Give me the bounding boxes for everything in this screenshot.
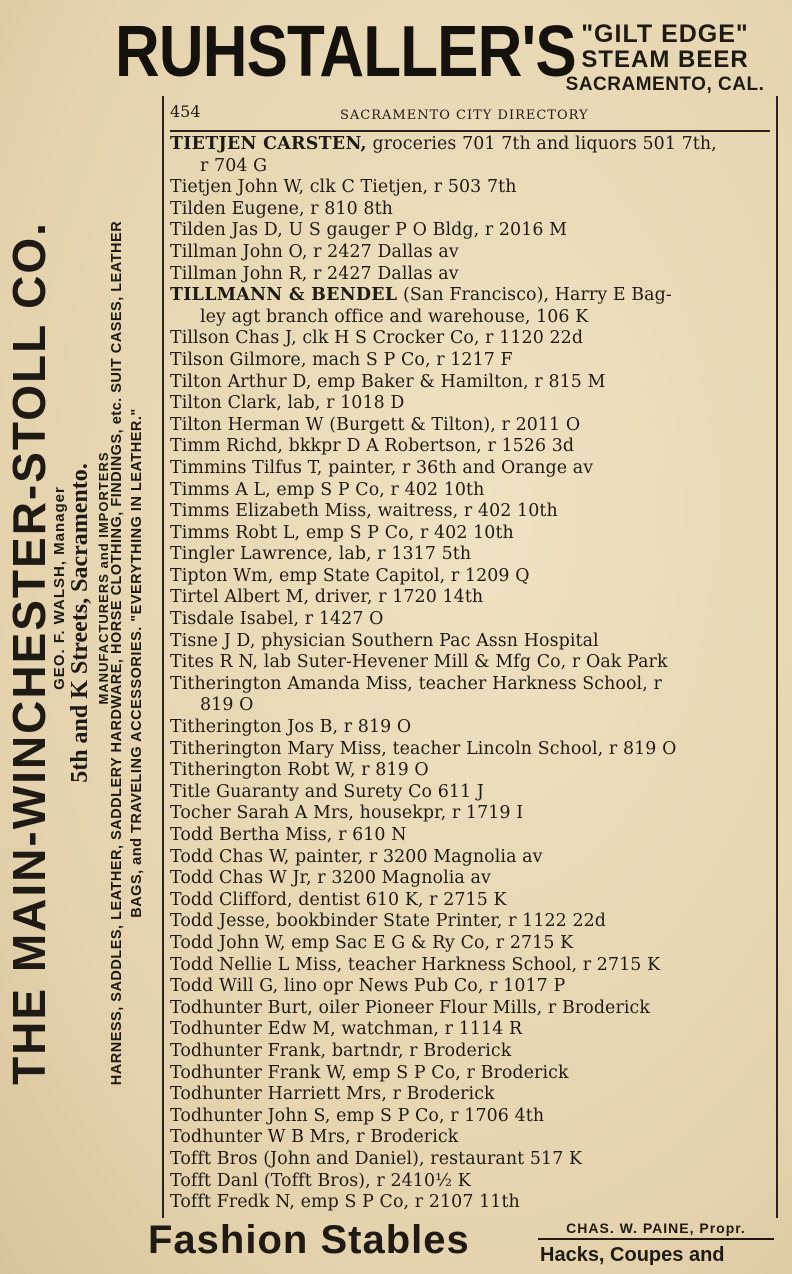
entry-details: mach S P Co, r 1217 F [306, 349, 513, 370]
directory-entry [162, 285, 774, 328]
entry-details: waitress, r 402 10th [371, 501, 558, 522]
entry-details: r 1427 O [299, 609, 384, 630]
directory-entry [162, 911, 774, 933]
entry-details: lab, r 1317 5th [333, 544, 472, 565]
entry-name: TILLMANN & BENDEL [170, 285, 398, 306]
directory-entry [162, 1019, 774, 1041]
directory-entry [162, 242, 774, 264]
entry-name: Tilden Jas D, [170, 220, 283, 241]
entry-name: Todd Chas W Jr, [170, 868, 312, 889]
directory-entry [162, 199, 774, 221]
bottom-advertisement [148, 1218, 778, 1274]
entry-details: lino opr News Pub Co, r 1017 P [278, 976, 566, 997]
entry-name: Timms Elizabeth Miss, [170, 501, 372, 522]
directory-entry [162, 868, 774, 890]
entry-name: Tirtel Albert M, [170, 587, 310, 608]
directory-entry [162, 825, 774, 847]
entry-name: Todd John W, [170, 932, 286, 953]
entry-details: emp State Capitol, r 1209 Q [273, 565, 530, 586]
entry-name: Todd Nellie L Miss, [170, 954, 343, 975]
entry-name: Titherington Amanda Miss, [170, 673, 413, 694]
entry-details: (San Francisco), Harry E Bag- [397, 285, 672, 306]
entry-details: painter, r 36th and Orange av [322, 457, 594, 478]
entry-name: Tofft Danl [170, 1170, 259, 1191]
directory-entry [162, 480, 774, 502]
entry-details: emp Baker & Hamilton, r 815 M [311, 371, 606, 392]
entry-name: Timms A L, [170, 479, 271, 500]
directory-entry [162, 631, 774, 653]
entry-details: dentist 610 K, r 2715 K [292, 889, 507, 910]
directory-entry [162, 1149, 774, 1171]
entry-name: Tilson Gilmore, [170, 349, 307, 370]
entry-name: Todd Will G, [170, 976, 279, 997]
directory-entry [162, 1192, 774, 1214]
top-advertisement [115, 8, 785, 96]
directory-entry [162, 544, 774, 566]
ad-proprietor: CHAS. W. PAINE, Propr. [538, 1220, 774, 1240]
entry-details: physician Southern Pac Assn Hospital [255, 630, 599, 651]
directory-entry [162, 782, 774, 804]
entry-details: r 810 8th [304, 198, 393, 219]
entry-details: (Tofft Bros), r 2410½ K [258, 1170, 471, 1191]
directory-entry [162, 134, 774, 177]
directory-entry [162, 609, 774, 631]
entry-name: Todd Clifford, [170, 889, 293, 910]
directory-entry [162, 739, 774, 761]
entry-name: Tofft Bros [170, 1148, 258, 1169]
entry-name: Tietjen John W, [170, 177, 305, 198]
entry-details: housekpr, r 1719 I [354, 803, 524, 824]
entry-name: Todhunter Burt, [170, 997, 313, 1018]
entry-name: Todd Jesse, [170, 911, 271, 932]
entry-details: driver, r 1720 14th [309, 587, 484, 608]
directory-entry [162, 1171, 774, 1193]
directory-entry [162, 415, 774, 437]
entry-details: emp S P Co, r 402 10th [300, 522, 514, 543]
entry-details: emp S P Co, r Broderick [346, 1062, 569, 1083]
ad-tagline: "GILT EDGE" [581, 20, 749, 48]
directory-entry [162, 587, 774, 609]
entry-name: Timmins Tilfus T, [170, 457, 323, 478]
entry-name: Title Guaranty and Surety Co [170, 781, 433, 802]
entry-details: emp S P Co, r 1706 4th [330, 1105, 545, 1126]
entry-continuation: r 704 G [200, 155, 268, 176]
entry-name: Todhunter Edw M, [170, 1019, 336, 1040]
entry-details: r Broderick [386, 1084, 495, 1105]
header-rule [170, 130, 770, 132]
entry-details: r 819 O [338, 717, 412, 738]
directory-entry [162, 890, 774, 912]
entry-details: teacher Harkness School, r [412, 673, 662, 694]
entry-details: bookbinder State Printer, r 1122 22d [270, 911, 607, 932]
directory-entry [162, 976, 774, 998]
page-number: 454 [170, 102, 201, 121]
entry-details: clk C Tietjen, r 503 7th [304, 177, 517, 198]
entry-details: teacher Harkness School, r 2715 K [342, 954, 661, 975]
entry-name: Todd Chas W, [170, 846, 290, 867]
entry-name: Titherington Robt W, [170, 760, 356, 781]
entry-name: Tillman John R, [170, 263, 308, 284]
ad-services: Hacks, Coupes and [540, 1244, 725, 1266]
ad-goods-line-2: BAGS, and TRAVELING ACCESSORIES. "EVERYTHING IN LEATHER." [129, 408, 145, 918]
entry-details: r Broderick [350, 1127, 459, 1148]
entry-details: emp S P Co, r 2107 11th [295, 1192, 520, 1213]
ad-address: 5th and K Streets, Sacramento. [67, 463, 93, 783]
entry-name: Tites R N, [170, 652, 259, 673]
entry-details: groceries 701 7th and liquors 501 7th, [366, 134, 717, 154]
ad-manager: GEO. F. WALSH, Manager [51, 486, 68, 690]
entry-name: Tisdale Isabel, [170, 609, 300, 630]
entry-name: TIETJEN CARSTEN, [170, 134, 367, 154]
entry-name: Timm Richd, [170, 436, 284, 457]
directory-entry [162, 350, 774, 372]
directory-entry [162, 393, 774, 415]
entry-details: U S gauger P O Bldg, r 2016 M [282, 220, 568, 241]
directory-entry [162, 1041, 774, 1063]
entry-details: r 2427 Dallas av [307, 263, 459, 284]
entry-name: Todhunter W B Mrs, [170, 1127, 351, 1148]
directory-entry [162, 847, 774, 869]
directory-entry [162, 674, 774, 717]
entry-details: bkkpr D A Robertson, r 1526 3d [283, 436, 575, 457]
entry-name: Todhunter Harriett Mrs, [170, 1084, 387, 1105]
entry-details: watchman, r 1114 R [335, 1019, 523, 1040]
entry-name: Titherington Mary Miss, [170, 738, 387, 759]
directory-entry [162, 652, 774, 674]
side-advertisement [0, 88, 162, 1218]
entry-details: r 610 N [332, 825, 407, 845]
entry-details: r 2427 Dallas av [307, 241, 459, 262]
entry-details: emp Sac E G & Ry Co, r 2715 K [285, 932, 574, 953]
ad-product: STEAM BEER [581, 46, 749, 73]
entry-details: lab Suter-Hevener Mill & Mfg Co, r Oak Park [258, 652, 668, 673]
entry-name: Todd Bertha Miss, [170, 825, 333, 845]
entry-name: Titherington Jos B, [170, 717, 339, 738]
directory-entry [162, 220, 774, 242]
entry-name: Tillson Chas J, [170, 328, 297, 349]
directory-entries [162, 134, 774, 1214]
entry-name: Tingler Lawrence, [170, 544, 334, 565]
directory-entry [162, 501, 774, 523]
entry-name: Tisne J D, [170, 630, 256, 651]
entry-name: Tilton Herman W [170, 414, 324, 435]
entry-details: oiler Pioneer Flour Mills, r Broderick [312, 997, 650, 1018]
ad-company-name: THE MAIN-WINCHESTER-STOLL CO. [3, 221, 55, 1085]
directory-entry [162, 1084, 774, 1106]
directory-entry [162, 1063, 774, 1085]
ad-business-type: MANUFACTURERS and IMPORTERS [96, 451, 111, 705]
directory-entry [162, 803, 774, 825]
directory-entry [162, 177, 774, 199]
ad-location: SACRAMENTO, CAL. [565, 74, 765, 95]
entry-continuation: ley agt branch office and warehouse, 106 K [200, 306, 589, 327]
entry-details: r 819 O [355, 760, 429, 781]
directory-entry [162, 998, 774, 1020]
directory-entry [162, 1127, 774, 1149]
entry-name: Tillman John O, [170, 241, 308, 262]
directory-entry [162, 328, 774, 350]
page-header [170, 102, 774, 128]
directory-entry [162, 436, 774, 458]
directory-entry [162, 717, 774, 739]
directory-entry [162, 523, 774, 545]
directory-entry [162, 372, 774, 394]
directory-entry [162, 760, 774, 782]
entry-details: bartndr, r Broderick [326, 1040, 512, 1061]
ad-brand-name: RUHSTALLER'S [115, 12, 576, 92]
ad-goods-line-1: HARNESS, SADDLES, LEATHER, SADDLERY HARDWARE, HORSE CLOTHING, FINDINGS, etc. SUIT CASES, LEATHER [109, 220, 125, 1086]
entry-details: r 3200 Magnolia av [311, 868, 491, 889]
entry-name: Tofft Fredk N, [170, 1192, 296, 1213]
entry-details: (John and Daniel), restaurant 517 K [257, 1148, 583, 1169]
entry-name: Timms Robt L, [170, 522, 301, 543]
running-head: SACRAMENTO CITY DIRECTORY [340, 108, 589, 123]
entry-details: teacher Lincoln School, r 819 O [386, 738, 677, 759]
entry-name: Todhunter Frank, [170, 1040, 327, 1061]
ad-stable-name: Fashion Stables [148, 1218, 470, 1262]
directory-entry [162, 458, 774, 480]
entry-name: Tilden Eugene, [170, 198, 305, 219]
entry-continuation: 819 O [200, 695, 254, 716]
entry-details: 611 J [432, 781, 484, 802]
entry-name: Todhunter John S, [170, 1105, 331, 1126]
entry-details: clk H S Crocker Co, r 1120 22d [296, 328, 584, 349]
entry-details: (Burgett & Tilton), r 2011 O [323, 414, 581, 435]
entry-details: lab, r 1018 D [281, 393, 405, 414]
directory-entry [162, 264, 774, 286]
entry-name: Tilton Clark, [170, 393, 282, 414]
directory-entry [162, 566, 774, 588]
entry-name: Tipton Wm, [170, 565, 274, 586]
directory-entry [162, 933, 774, 955]
entry-details: painter, r 3200 Magnolia av [289, 846, 543, 867]
directory-entry [162, 955, 774, 977]
entry-name: Todhunter Frank W, [170, 1062, 347, 1083]
entry-name: Tocher Sarah A Mrs, [170, 803, 355, 824]
entry-name: Tilton Arthur D, [170, 371, 312, 392]
directory-entry [162, 1106, 774, 1128]
entry-details: emp S P Co, r 402 10th [270, 479, 485, 500]
